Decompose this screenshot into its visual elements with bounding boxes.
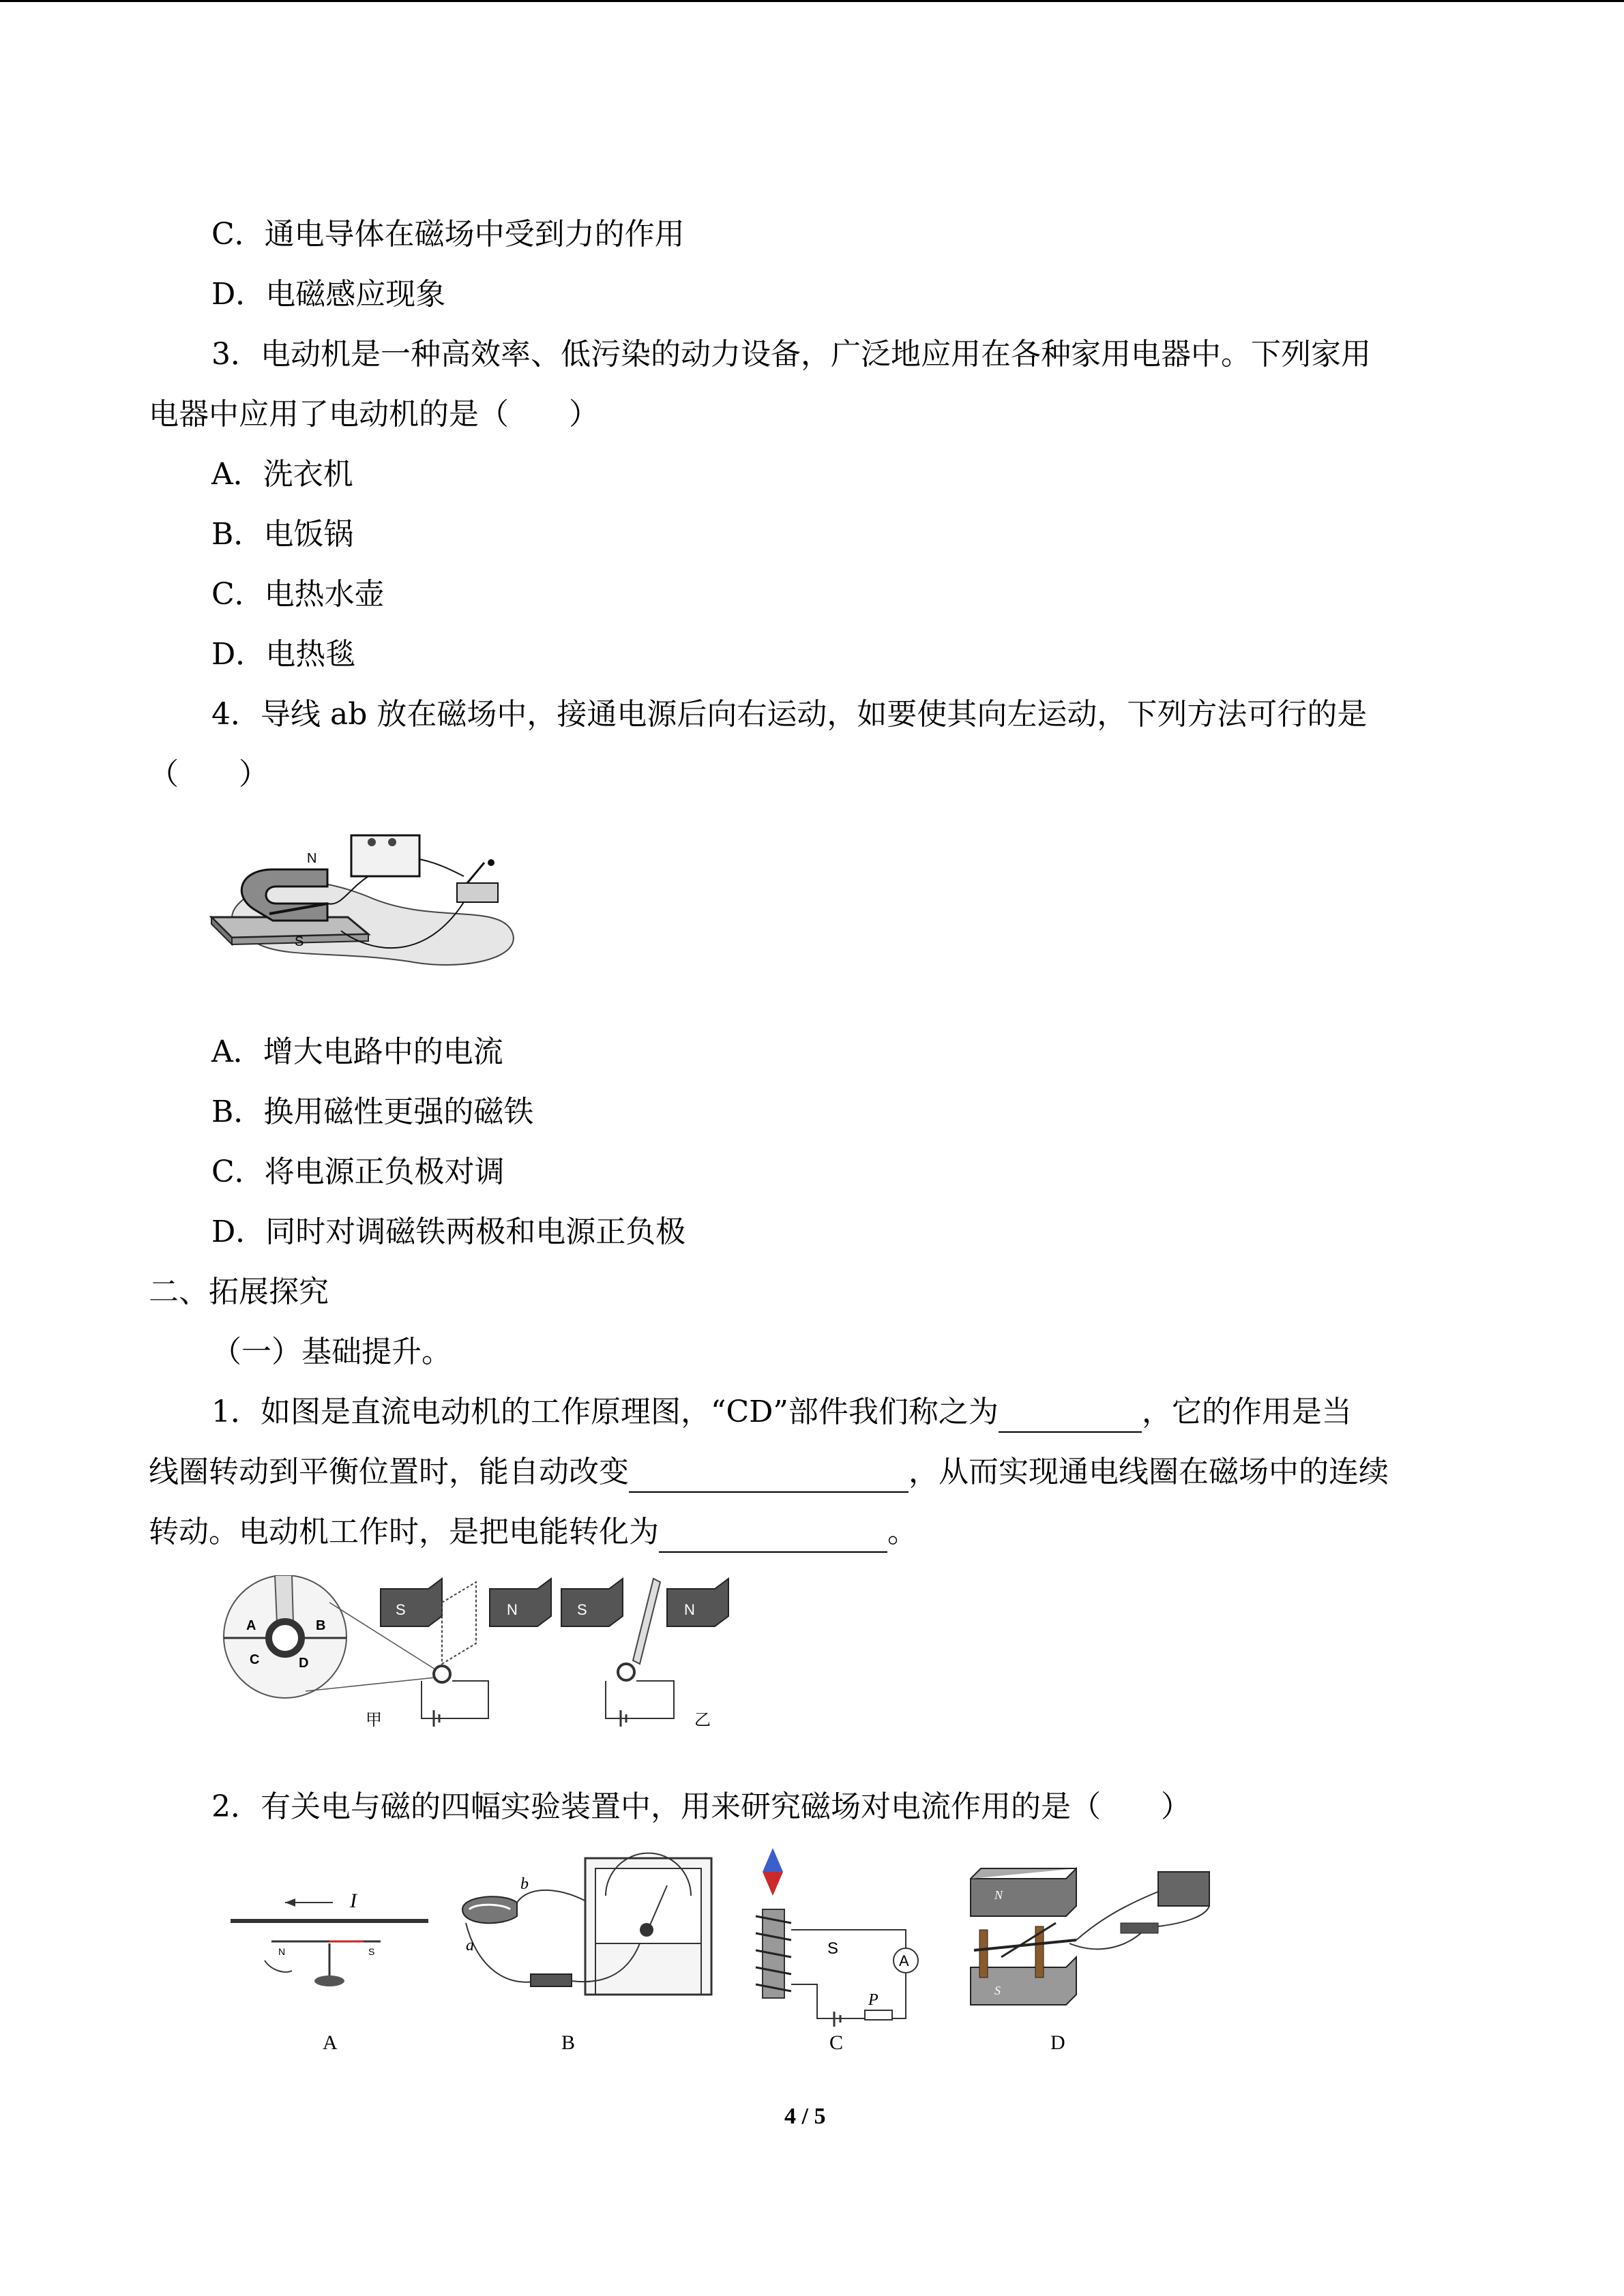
motor-label-s2: S bbox=[577, 1601, 587, 1618]
subsection-heading: （一）基础提升。 bbox=[211, 1335, 452, 1369]
q4-option-d: D．同时对调磁铁两极和电源正负极 bbox=[211, 1214, 686, 1249]
q4-label-n: N bbox=[307, 851, 317, 866]
label-fig-c: C bbox=[829, 2031, 844, 2054]
top-border bbox=[0, 0, 1624, 2]
label-p: P bbox=[868, 1991, 879, 2009]
ext-question-1-line2 bbox=[149, 1452, 1389, 1493]
ext-q1-text-c: 线圈转动到平衡位置时，能自动改变 bbox=[149, 1455, 629, 1489]
ext-q1-text-d: ，从而实现通电线圈在磁场中的连续 bbox=[909, 1455, 1389, 1489]
label-fig-b: B bbox=[561, 2031, 576, 2054]
label-fig-a: A bbox=[323, 2031, 338, 2054]
motor-label-n2: N bbox=[684, 1601, 695, 1618]
label-ammeter: A bbox=[899, 1952, 909, 1969]
ext-q1-text-e: 转动。电动机工作时，是把电能转化为 bbox=[149, 1515, 659, 1549]
label-s-a: S bbox=[368, 1946, 375, 1957]
motor-label-a: A bbox=[246, 1618, 256, 1633]
motor-label-s1: S bbox=[396, 1601, 406, 1618]
label-n-d: N bbox=[994, 1888, 1003, 1902]
label-current-i: I bbox=[350, 1890, 357, 1912]
q4-label-s: S bbox=[295, 934, 304, 949]
label-s-d: S bbox=[994, 1984, 1001, 1997]
ext-q1-text-f: 。 bbox=[887, 1515, 917, 1549]
question-3: 3．电动机是一种高效率、低污染的动力设备，广泛地应用在各种家用电器中。下列家用 bbox=[211, 337, 1371, 372]
question-4: 4．导线 ab 放在磁场中，接通电源后向右运动，如要使其向左运动，下列方法可行的是 bbox=[211, 697, 1368, 732]
label-a-b: a bbox=[466, 1937, 474, 1954]
q4-option-c: C．将电源正负极对调 bbox=[211, 1154, 505, 1189]
ext-q1-text-b: ，它的作用是当 bbox=[1141, 1395, 1352, 1429]
q3-option-c: C．电热水壶 bbox=[211, 577, 385, 612]
motor-label-n1: N bbox=[507, 1601, 518, 1618]
motor-label-c: C bbox=[250, 1652, 260, 1667]
question-4-cont: （ ） bbox=[149, 757, 269, 792]
ext-q1-text-a: 1．如图是直流电动机的工作原理图，“CD”部件我们称之为 bbox=[211, 1395, 999, 1429]
label-b-b: b bbox=[520, 1875, 529, 1893]
q3-option-b: B．电饭锅 bbox=[211, 517, 354, 552]
experiment-b bbox=[462, 1853, 711, 2055]
section-heading: 二、拓展探究 bbox=[149, 1274, 329, 1309]
four-experiments-figure bbox=[217, 1841, 1240, 2070]
blank-3[interactable] bbox=[659, 1519, 887, 1553]
option-c-line: C．通电导体在磁场中受到力的作用 bbox=[211, 217, 685, 252]
experiment-a bbox=[231, 1890, 428, 2054]
motor-principle-figure bbox=[217, 1575, 735, 1735]
motor-label-b: B bbox=[316, 1618, 326, 1633]
experiment-d bbox=[971, 1868, 1209, 2054]
q3-option-a: A．洗衣机 bbox=[211, 457, 353, 492]
option-d-line: D．电磁感应现象 bbox=[211, 277, 446, 312]
page-number: 4 / 5 bbox=[784, 2104, 826, 2129]
motor-label-yi: 乙 bbox=[694, 1710, 711, 1729]
q4-option-a: A．增大电路中的电流 bbox=[211, 1034, 503, 1069]
q4-figure bbox=[205, 822, 532, 975]
q3-option-d: D．电热毯 bbox=[211, 637, 356, 672]
question-3-cont: 电器中应用了电动机的是（ ） bbox=[149, 397, 599, 432]
label-switch-s: S bbox=[827, 1939, 839, 1958]
motor-label-jia: 甲 bbox=[366, 1710, 382, 1729]
motor-label-d: D bbox=[299, 1656, 309, 1671]
q4-option-b: B．换用磁性更强的磁铁 bbox=[211, 1094, 534, 1129]
ext-question-1-line3 bbox=[149, 1512, 917, 1553]
blank-1[interactable] bbox=[999, 1399, 1142, 1433]
ext-question-1-line1 bbox=[211, 1392, 1352, 1433]
ext-question-2: 2．有关电与磁的四幅实验装置中，用来研究磁场对电流作用的是（ ） bbox=[211, 1789, 1191, 1824]
blank-2[interactable] bbox=[629, 1459, 909, 1493]
label-fig-d: D bbox=[1050, 2031, 1065, 2054]
experiment-c bbox=[756, 1848, 918, 2054]
label-n-a: N bbox=[278, 1946, 286, 1957]
